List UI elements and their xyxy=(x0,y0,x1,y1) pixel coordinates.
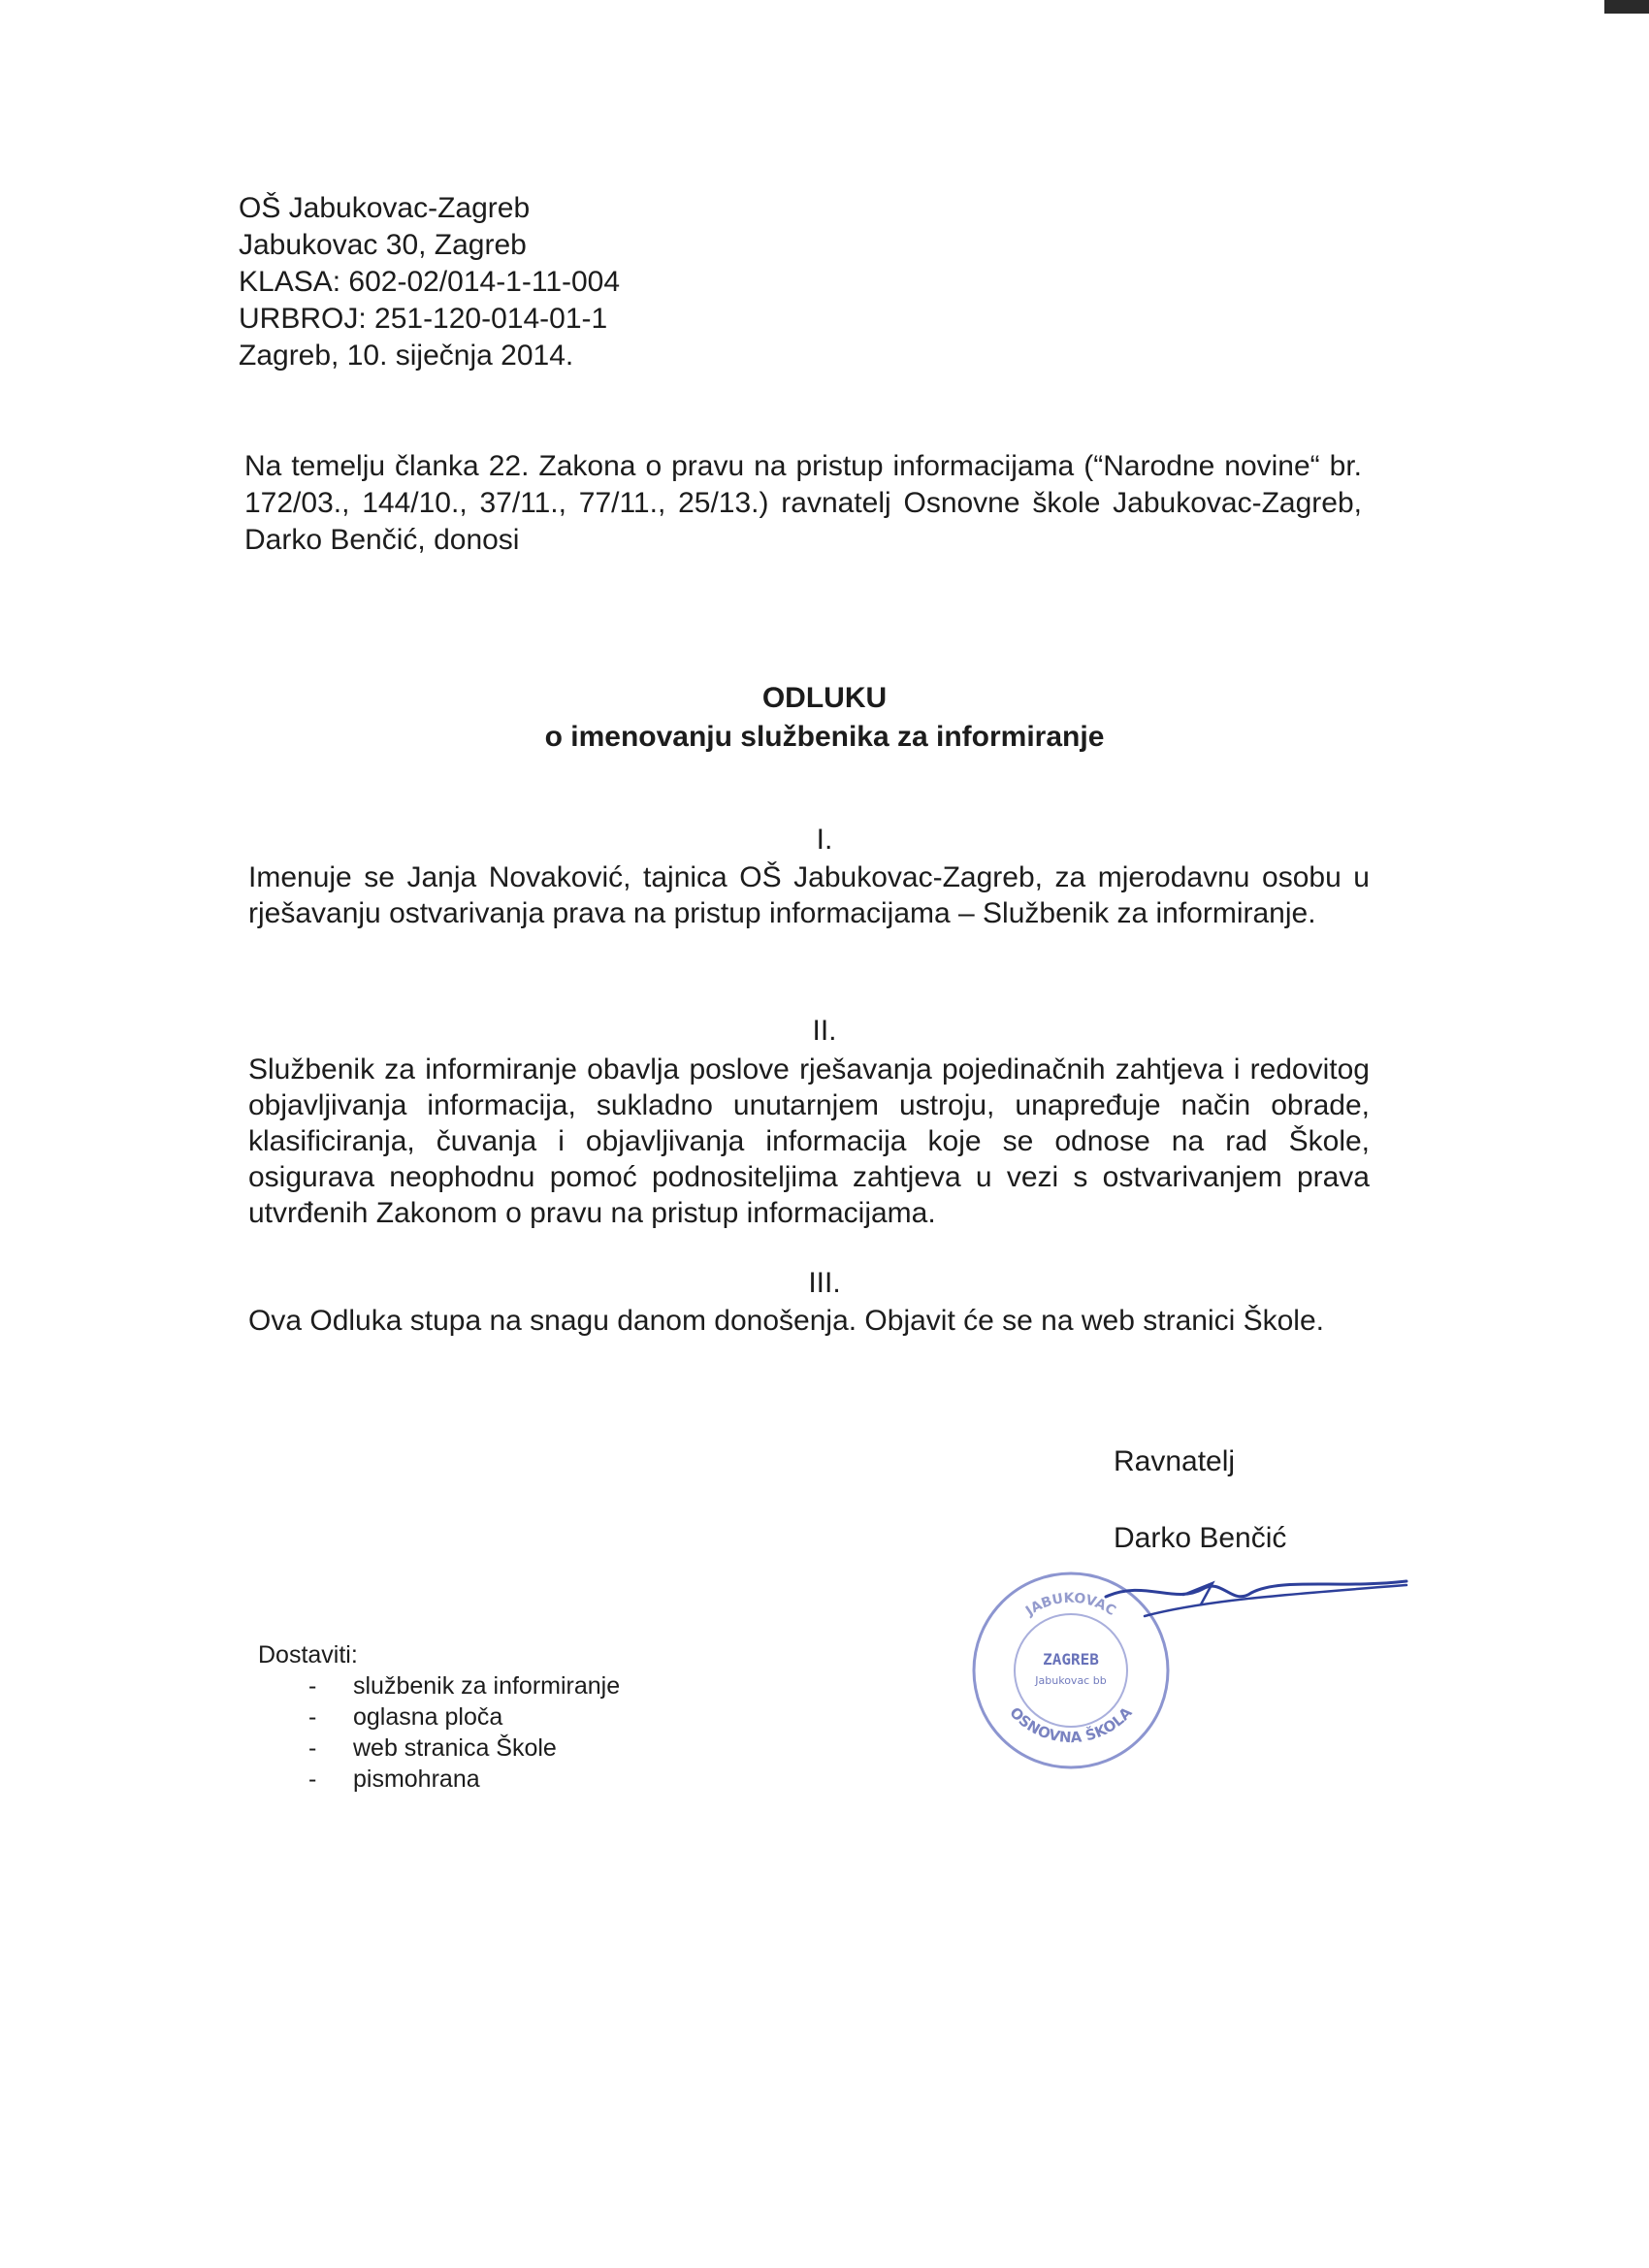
svg-text:Jabukovac bb: Jabukovac bb xyxy=(1035,1674,1107,1687)
delivery-item-text: službenik za informiranje xyxy=(353,1672,621,1700)
list-dash: - xyxy=(308,1672,317,1700)
delivery-label: Dostaviti: xyxy=(258,1641,358,1669)
svg-text:OSNOVNA ŠKOLA: OSNOVNA ŠKOLA xyxy=(1006,1703,1136,1747)
delivery-list xyxy=(258,1670,620,1795)
title-main: ODLUKU xyxy=(761,682,888,714)
intro-paragraph: Na temelju članka 22. Zakona o pravu na pristup informacijama (“Narodne novine“ br. 172/03., 144/10., 37/11., 77/11., 25/13.) ravnatelj Osnovne škole Jabukovac-Zagreb, Darko Benčić, donosi xyxy=(244,450,1362,556)
delivery-item-text: pismohrana xyxy=(353,1766,480,1793)
section-number-2: II. xyxy=(812,1015,837,1047)
title-subtitle: o imenovanju službenika za informiranje xyxy=(544,721,1105,753)
list-dash: - xyxy=(308,1734,317,1762)
svg-text:ZAGREB: ZAGREB xyxy=(1043,1650,1099,1669)
section-number-1: I. xyxy=(816,824,833,856)
document-title xyxy=(0,679,1649,757)
delivery-item-text: web stranica Škole xyxy=(353,1734,557,1762)
section-number-3: III. xyxy=(808,1267,841,1299)
section-text-3: Ova Odluka stupa na snagu danom donošenja. Objavit će se na web stranici Škole. xyxy=(248,1305,1324,1337)
signature-role: Ravnatelj xyxy=(1114,1445,1236,1477)
scan-edge-mark xyxy=(1604,0,1649,14)
document-header xyxy=(239,190,620,374)
urbroj-number: URBROJ: 251-120-014-01-1 xyxy=(239,303,608,335)
section-text-2: Službenik za informiranje obavlja poslove rješavanja pojedinačnih zahtjeva i redovitog objavljivanja informacija, sukladno unutarnjem ustroju, unapređuje način obrade, klasificiranja, čuvanja i objavljivanja informacija koje se odnose na rad Škole, osigurava neophodnu pomoć podnositeljima zahtjeva u vezi s ostvarivanjem prava utvrđenih Zakonom o pravu na pristup informacijama. xyxy=(248,1053,1370,1229)
list-item xyxy=(258,1764,620,1795)
list-dash: - xyxy=(308,1766,317,1793)
list-item xyxy=(258,1701,620,1733)
list-item xyxy=(258,1733,620,1764)
signature-name: Darko Benčić xyxy=(1114,1522,1287,1554)
list-item xyxy=(258,1670,620,1701)
section-text-1: Imenuje se Janja Novaković, tajnica OŠ Jabukovac-Zagreb, za mjerodavnu osobu u rješavanju ostvarivanja prava na pristup informacijama – Službenik za informiranje. xyxy=(248,861,1370,929)
delivery-block xyxy=(258,1639,620,1795)
delivery-item-text: oglasna ploča xyxy=(353,1703,503,1731)
school-address: Jabukovac 30, Zagreb xyxy=(239,229,527,261)
school-name: OŠ Jabukovac-Zagreb xyxy=(239,192,531,224)
document-date: Zagreb, 10. siječnja 2014. xyxy=(239,340,574,372)
handwritten-signature xyxy=(1086,1560,1416,1647)
klasa-number: KLASA: 602-02/014-1-11-004 xyxy=(239,266,621,298)
list-dash: - xyxy=(308,1703,317,1731)
svg-text:JABUKOVAC: JABUKOVAC xyxy=(1022,1590,1118,1620)
